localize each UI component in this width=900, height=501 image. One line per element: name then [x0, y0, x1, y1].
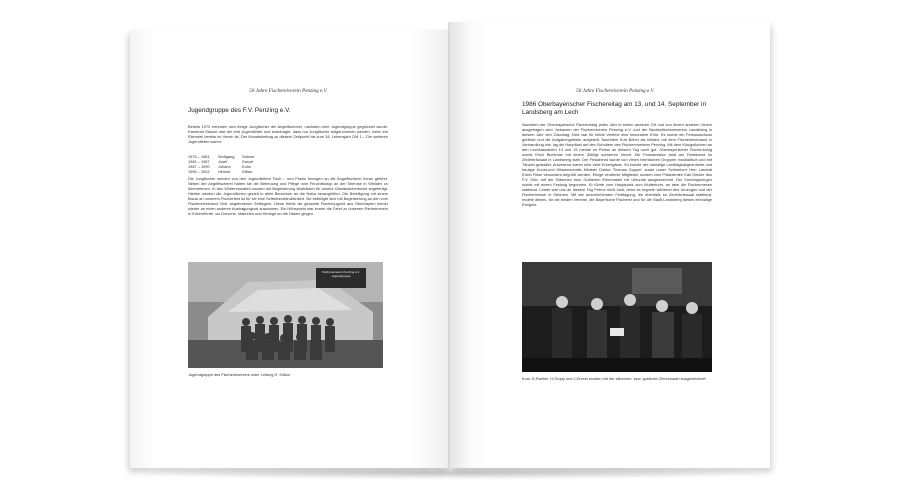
left-page-header: 50 Jahre Fischereiverein Penzing e.V	[249, 88, 327, 94]
award-ceremony-photo-art	[522, 262, 712, 372]
award-ceremony-photo	[522, 262, 712, 372]
right-photo-caption: Kum. B.Raithel, H.Gropp und J.Drexel wurden mit der silbernen, bzw. goldenen Ehrennadel ausgezeichnet	[522, 376, 706, 381]
left-section-title: Jugendgruppe des F.V. Penzing e.V.	[188, 107, 291, 114]
right-body-text: Nachdem der Oberbayerische Fischereitag jedes Jahr in einem anderen Ort und von einem anderen Verein ausgetragen wird, bekamen der Fischereiverein Penzing e.V. und der Bezirksfischereiverein Landsberg in diesem Jahr den Zuschlag. Dies war für beide Vereine eine besondere Ehre. Es wurde ein Festausschuss gebildet und die Aufgabengebiete aufgeteilt. Nachdem Kurt Böhm als Initiator mit dem Fischereiverband in Verhandlung trat, lag die Hauptlast auf den Schultern des Fischereivereins Penzing. Mit dem Königsfischen an den Lechstaustufen 14 und 15 meinte es Petrus an diesem Tag noch gut. Oberbayerischer Fischerkönig wurde Erich Bichlmair mit einem 3060gr schweren Hecht. Die Proklamation fand am Festabend im Zederbräusaal in Landsberg statt. Der Festabend wurde von vielen heimischen Gruppen musikalisch und mit Tänzen gestaltet. Anwesend waren sehr viele Ehrengäste. So konnte der damalige Landtagsabgeordnete und heutige Kunst-und Wissenschafts Minister Doktor Thomas Goppel, sowie unser Schirmherr Herr Landrat Erwin Filser besonders begrüßt werden. Einige verdiente Mitglieder wurden vom Präsidenten Karl Deisler des F.V. Obb. mit der Silbernen bzw. Goldenen Ehrennadel mit Urkunde ausgezeichnet. Der Sonntagmorgen wurde mit einem Festzug begonnen. Er führte vom Hauptplatz zum Mutterturm, an dem die Fischermesse stattfand. Leider war uns an diesem Tag Petrus nicht hold, denn es regnete während des Umzuges und der Fischermesse in Strömen. Mit der anschließenden Festtagung, die ebenfalls im Zederbräusaal stattfand, endete dieses, für die beiden Vereine, die Bayerische Fischerei und für die Stadt Landsberg dieses einmalige Ereignis.	[522, 122, 712, 207]
book-shadow	[120, 466, 780, 480]
leader-row: 1990 – 2002 Helmut Killian	[188, 169, 253, 174]
left-body-text: Die Jungfischer werden von den Jugendleitern Fach – und Praxis bezogen an die Angelfischerei heran geführt. Neben der Angelfischerei hatten sie die Betreuung und Pflege vom Feuchtbiotop an der Seerose in Weilden zu übernehmen. In den Wintermonaten wurden mit Begeisterung Nistkästen für unsere Gewässerbereiche angefertigt. Hierbei werden die Jugendlichen gezielt in allen Bereichen an die Natur herangeführt. Die Beteiligung mit einem Bazar an unserem Fischerfest ist für sie eine Selbstverständlichkeit. Sie beteiligte sich mit Begeisterung an den vom Fischereiverband Obb. angebotenen Zeltlagern. Diese führte die gesamte Fischerjugend aus Oberbayern immer wieder an einen anderen Austragungsort zusammen. Ein Höhepunkt war immer die Fahrt zu unserem Partnerverein in Eckernförde, wo Dorsche, Makrelen und Heringe an die Haken gingen.	[188, 176, 388, 216]
right-section-title: 1986 Oberbayerischer Fischereitag am 13. und 14. September in Landsberg am Lech	[522, 101, 707, 116]
left-photo-caption: Jugendgruppe des Fischereivereins unter Leitung H. Killian	[188, 372, 290, 377]
right-page	[450, 22, 770, 468]
youth-group-photo	[188, 262, 383, 368]
photo-sign-text: Fischereiverein Penzing e.V. Jugendgruppe	[322, 270, 360, 278]
leader-row: 1981 – 1987 Josef Drexel	[188, 159, 254, 164]
left-intro-text: Bereits 1970 erfreuten sich einige Jungfischer der Angelfischerei, nachdem eine Jugendgruppe gegründet wurde. Kamerad Staude war der erst Jugendleiter und beantragte, dass nur Jungfischer aufgenommen werden, wenn ein Elternteil bereits im Verein ist. Der Monatsbeitrag zu diesem Zeitpunkt bis zum 18. Lebensjahr DM 1.-. Die weiteren Jugendleiter waren:	[188, 124, 388, 144]
right-page-header: 50 Jahre Fischereiverein Penzing e.V	[576, 88, 654, 94]
left-page	[130, 30, 450, 468]
leader-roster	[188, 154, 282, 174]
leader-row: 1987 – 1990 Johann Kuhn	[188, 164, 252, 169]
leader-row: 1975 – 1981 Wolfgang Sahner	[188, 154, 255, 159]
